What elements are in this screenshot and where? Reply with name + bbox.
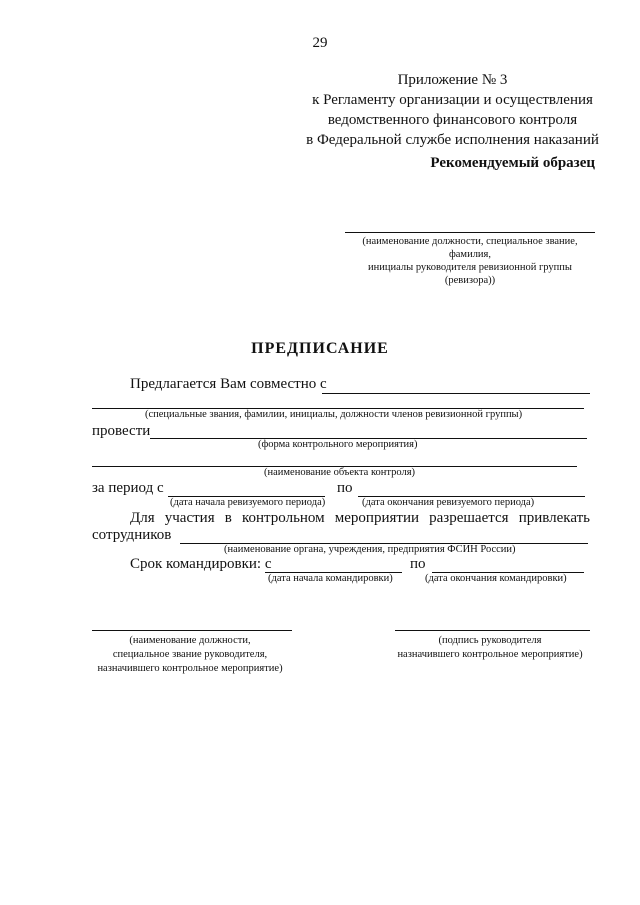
period-from-label: за период с	[92, 480, 164, 496]
signature-right-line-1: (подпись руководителя	[438, 635, 542, 646]
period-start-caption: (дата начала ревизуемого периода)	[170, 497, 326, 508]
signature-left-caption	[85, 634, 295, 676]
proposed-label: Предлагается Вам совместно с	[130, 376, 327, 392]
sample-label: Рекомендуемый образец	[430, 155, 595, 171]
participation-row	[130, 510, 590, 527]
conduct-label: провести	[92, 423, 151, 439]
recipient-caption-line-1: (наименование должности, специальное звание,	[362, 236, 578, 247]
period-end-caption: (дата окончания ревизуемого периода)	[362, 497, 535, 508]
group-line-1	[322, 393, 590, 394]
recipient-line	[345, 232, 595, 233]
participation-word: контрольном	[241, 510, 325, 526]
document-title: ПРЕДПИСАНИЕ	[251, 340, 389, 357]
org-caption: (наименование органа, учреждения, предприятия ФСИН России)	[224, 544, 516, 555]
object-caption: (наименование объекта контроля)	[264, 467, 416, 478]
appendix-line-1: к Регламенту организации и осуществления	[312, 92, 593, 108]
appendix-number: Приложение № 3	[397, 72, 508, 88]
signature-right-caption	[385, 634, 595, 662]
participation-word: участия	[164, 510, 215, 526]
appendix-line-2: ведомственного финансового контроля	[327, 112, 578, 128]
signature-right-line	[395, 630, 590, 631]
trip-to-label: по	[410, 556, 426, 572]
signature-right-line-2: назначившего контрольное мероприятие)	[397, 649, 583, 660]
participation-word: Для	[130, 510, 155, 526]
recipient-caption-line-4: (ревизора))	[444, 275, 496, 286]
trip-start-caption: (дата начала командировки)	[268, 573, 393, 584]
period-to-label: по	[337, 480, 353, 496]
signature-left-line-3: назначившего контрольное мероприятие)	[97, 663, 283, 674]
event-form-caption: (форма контрольного мероприятия)	[258, 439, 418, 450]
appendix-line-3: в Федеральной службе исполнения наказаний	[306, 132, 599, 148]
recipient-caption	[345, 235, 595, 287]
recipient-caption-line-2: фамилия,	[448, 249, 492, 260]
signature-left-line	[92, 630, 292, 631]
appendix-header	[300, 70, 605, 150]
trip-from-label: Срок командировки: с	[130, 556, 272, 572]
participation-word: в	[224, 510, 232, 526]
group-caption: (специальные звания, фамилии, инициалы, должности членов ревизионной группы)	[145, 409, 523, 420]
signature-left-line-1: (наименование должности,	[129, 635, 251, 646]
page-number: 29	[312, 35, 328, 51]
employees-label: сотрудников	[92, 527, 172, 543]
trip-end-caption: (дата окончания командировки)	[425, 573, 567, 584]
recipient-caption-line-3: инициалы руководителя ревизионной группы	[368, 262, 572, 273]
signature-left-line-2: специальное звание руководителя,	[112, 649, 268, 660]
participation-word: мероприятии	[334, 510, 419, 526]
participation-word: привлекать	[518, 510, 590, 526]
participation-word: разрешается	[429, 510, 509, 526]
